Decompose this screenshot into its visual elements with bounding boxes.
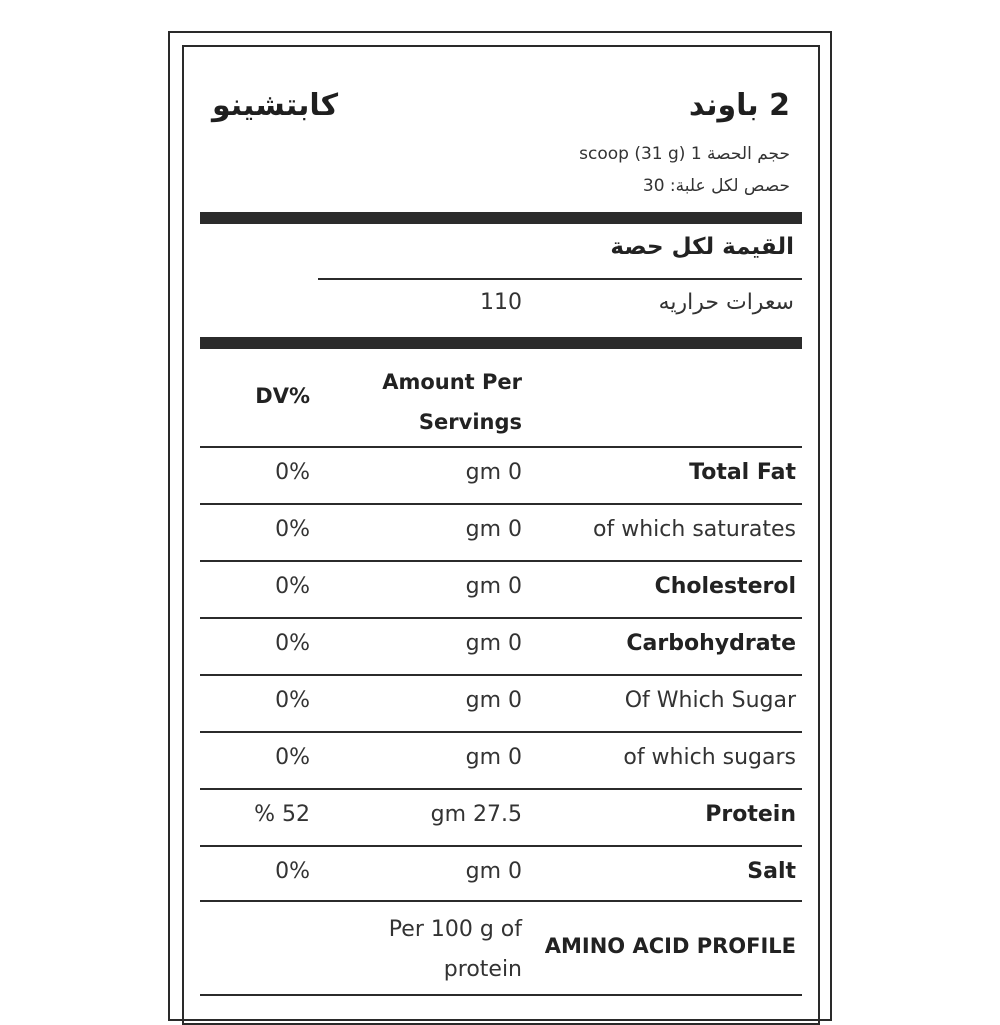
container-size: 2 باوند — [688, 88, 790, 123]
amino-acid-row — [200, 900, 802, 996]
serving-size: حجم الحصة 1 scoop (31 g) — [579, 144, 790, 164]
nutrient-amount: gm 0 — [465, 745, 522, 770]
nutrient-daily-value: % 52 — [254, 802, 310, 827]
nutrient-amount: gm 0 — [465, 574, 522, 599]
nutrient-name: Total Fat — [689, 460, 796, 485]
nutrient-name: of which saturates — [593, 517, 796, 542]
per-serving-title: القيمة لكل حصة — [610, 234, 794, 260]
calories-label: سعرات حراريه — [658, 290, 794, 315]
nutrient-amount: gm 0 — [465, 859, 522, 884]
nutrient-name: Of Which Sugar — [624, 688, 796, 713]
thick-divider — [200, 337, 802, 349]
product-name: كابتشينو — [212, 88, 339, 123]
table-row — [200, 674, 802, 731]
nutrient-name: of which sugars — [623, 745, 796, 770]
nutrient-amount: gm 0 — [465, 517, 522, 542]
nutrient-daily-value: 0% — [275, 631, 310, 656]
servings-per-container: حصص لكل علبة: 30 — [642, 176, 790, 196]
nutrient-amount: gm 27.5 — [430, 802, 522, 827]
nutrient-amount: gm 0 — [465, 688, 522, 713]
nutrient-daily-value: 0% — [275, 460, 310, 485]
table-row — [200, 446, 802, 503]
table-row — [200, 788, 802, 845]
nutrient-name: Salt — [747, 859, 796, 884]
thick-divider — [200, 212, 802, 224]
dv-column-header: DV% — [255, 384, 310, 408]
calories-value: 110 — [480, 290, 522, 315]
nutrient-daily-value: 0% — [275, 688, 310, 713]
nutrient-daily-value: 0% — [275, 517, 310, 542]
amount-column-header: Amount Per Servings — [382, 370, 522, 434]
table-row — [200, 560, 802, 617]
nutrient-name: Protein — [705, 802, 796, 827]
divider — [318, 278, 802, 280]
table-row — [200, 617, 802, 674]
nutrient-amount: gm 0 — [465, 460, 522, 485]
amino-acid-label: AMINO ACID PROFILE — [544, 934, 796, 958]
nutrient-daily-value: 0% — [275, 745, 310, 770]
nutrient-amount: gm 0 — [465, 631, 522, 656]
amino-acid-per: Per 100 g of protein — [388, 917, 522, 982]
table-row — [200, 731, 802, 788]
table-row — [200, 503, 802, 560]
nutrient-daily-value: 0% — [275, 859, 310, 884]
nutrient-daily-value: 0% — [275, 574, 310, 599]
table-row — [200, 845, 802, 902]
nutrient-name: Carbohydrate — [626, 631, 796, 656]
nutrient-name: Cholesterol — [654, 574, 796, 599]
